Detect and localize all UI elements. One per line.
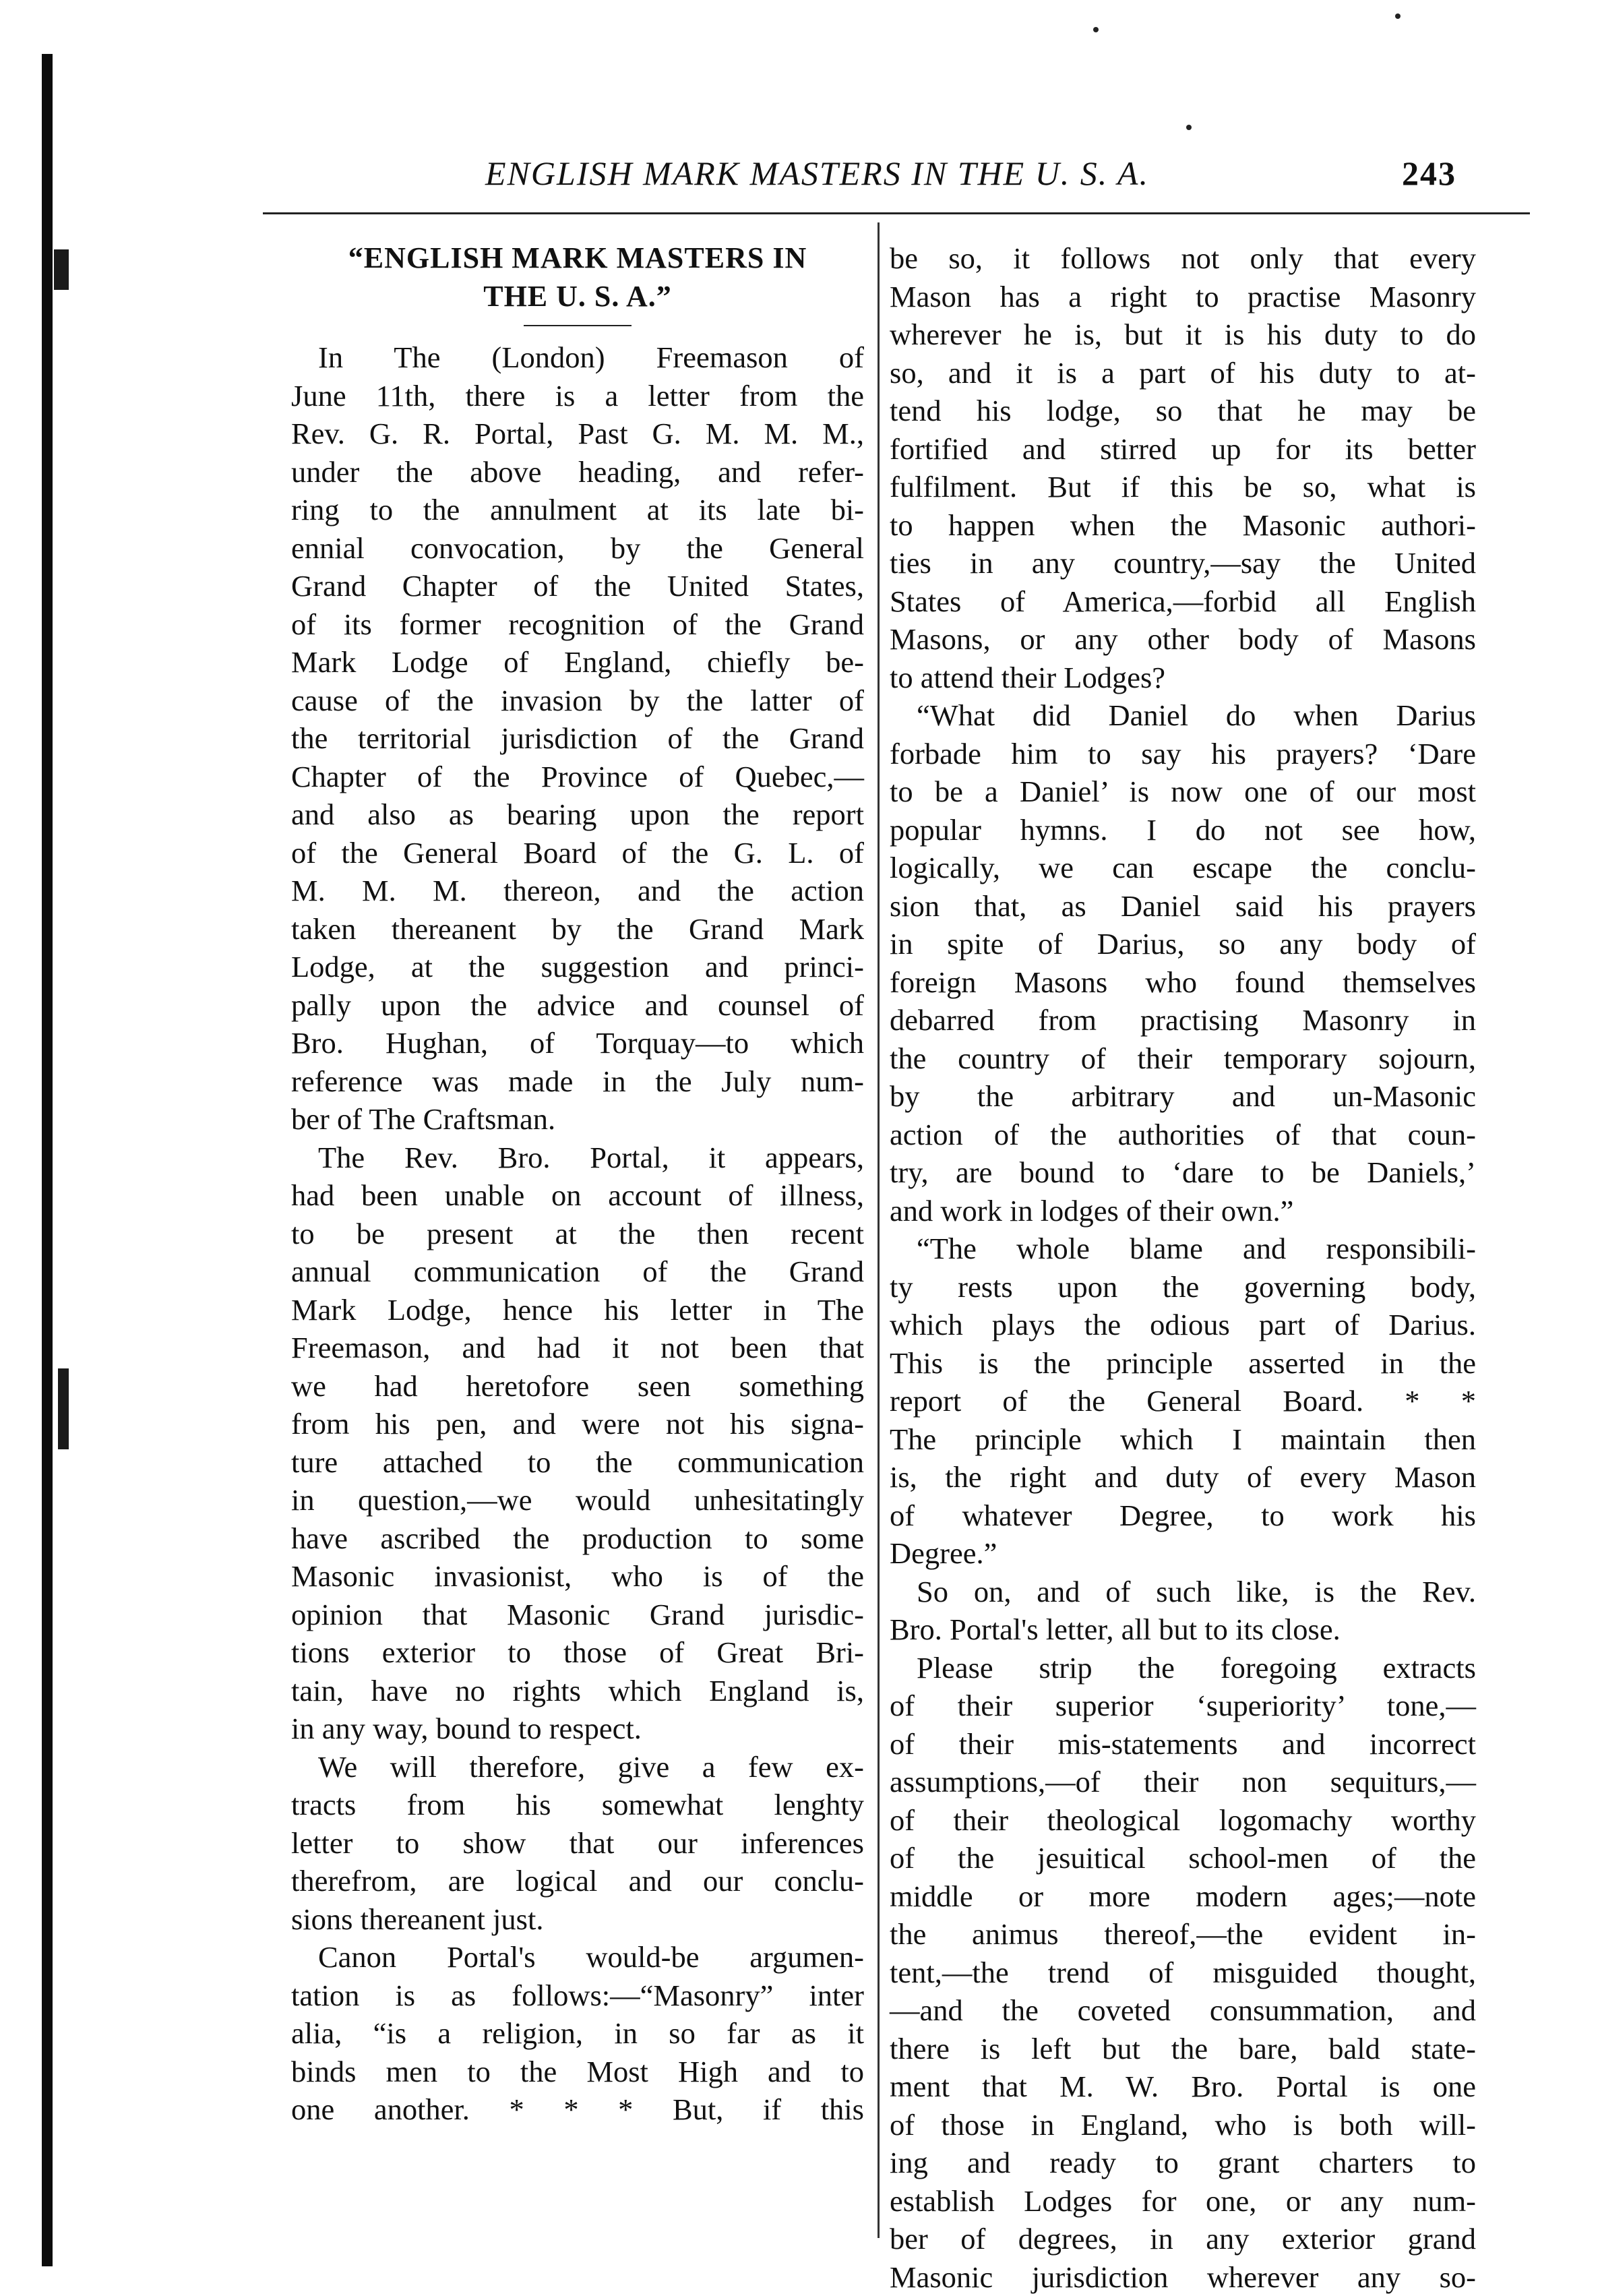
text-line: had been unable on account of illness, — [291, 1176, 864, 1215]
text-line: In The (London) Freemason of — [291, 338, 864, 377]
text-line: of their theological logomachy worthy — [890, 1801, 1476, 1840]
text-line: we had heretofore seen something — [291, 1367, 864, 1406]
text-line: ture attached to the communication — [291, 1443, 864, 1482]
text-line: ties in any country,—say the United — [890, 544, 1476, 582]
text-line: assumptions,—of their non sequiturs,— — [890, 1763, 1476, 1801]
text-line: M. M. M. thereon, and the action — [291, 872, 864, 910]
text-line: and also as bearing upon the report — [291, 795, 864, 834]
text-line: the country of their temporary sojourn, — [890, 1039, 1476, 1078]
text-line: opinion that Masonic Grand jurisdic- — [291, 1596, 864, 1634]
text-line: report of the General Board. * * — [890, 1382, 1476, 1420]
text-line: to happen when the Masonic authori- — [890, 506, 1476, 545]
text-line: Freemason, and had it not been that — [291, 1329, 864, 1367]
text-line: Please strip the foregoing extracts — [890, 1649, 1476, 1687]
text-line: of their superior ‘superiority’ tone,— — [890, 1687, 1476, 1725]
headline-rule — [524, 325, 632, 326]
text-line: tions exterior to those of Great Bri- — [291, 1633, 864, 1672]
text-line: under the above heading, and refer- — [291, 453, 864, 491]
text-line: is, the right and duty of every Mason — [890, 1458, 1476, 1497]
stray-dot — [1093, 27, 1099, 32]
text-line: States of America,—forbid all English — [890, 582, 1476, 621]
text-line: June 11th, there is a letter from the — [291, 377, 864, 415]
text-line: Chapter of the Province of Quebec,— — [291, 758, 864, 796]
text-line: ty rests upon the governing body, — [890, 1268, 1476, 1306]
text-line: reference was made in the July num- — [291, 1062, 864, 1101]
text-line: Lodge, at the suggestion and princi- — [291, 948, 864, 986]
text-line: Bro. Hughan, of Torquay—to which — [291, 1024, 864, 1062]
scan-edge-shadow — [42, 54, 53, 2266]
text-line: which plays the odious part of Darius. — [890, 1306, 1476, 1344]
text-line: fortified and stirred up for its better — [890, 430, 1476, 469]
text-line: ment that M. W. Bro. Portal is one — [890, 2067, 1476, 2106]
text-line: The principle which I maintain then — [890, 1420, 1476, 1459]
text-line: wherever he is, but it is his duty to do — [890, 315, 1476, 354]
text-line: sion that, as Daniel said his prayers — [890, 887, 1476, 926]
text-line: Masonic jurisdiction wherever any so- — [890, 2258, 1476, 2296]
text-line: foreign Masons who found themselves — [890, 963, 1476, 1002]
text-line: ing and ready to grant charters to — [890, 2144, 1476, 2182]
text-line: action of the authorities of that coun- — [890, 1116, 1476, 1154]
text-line: of whatever Degree, to work his — [890, 1497, 1476, 1535]
text-line: therefrom, are logical and our conclu- — [291, 1862, 864, 1900]
text-line: We will therefore, give a few ex- — [291, 1748, 864, 1786]
text-line: of its former recognition of the Grand — [291, 605, 864, 644]
text-line: sions thereanent just. — [291, 1900, 864, 1939]
text-line: have ascribed the production to some — [291, 1519, 864, 1558]
text-line: ring to the annulment at its late bi- — [291, 491, 864, 529]
text-line: tain, have no rights which England is, — [291, 1672, 864, 1710]
text-line: ennial convocation, by the General — [291, 529, 864, 568]
text-line: “The whole blame and responsibili- — [890, 1230, 1476, 1268]
article-headline-line-1: “ENGLISH MARK MASTERS IN — [291, 239, 864, 278]
text-line: so, and it is a part of his duty to at- — [890, 354, 1476, 392]
text-line: Masonic invasionist, who is of the — [291, 1557, 864, 1596]
text-line: one another. * * * But, if this — [291, 2090, 864, 2129]
running-head-title: ENGLISH MARK MASTERS IN THE U. S. A. — [485, 154, 1149, 193]
text-line: in question,—we would unhesitatingly — [291, 1481, 864, 1519]
text-line: taken thereanent by the Grand Mark — [291, 910, 864, 948]
text-line: to be present at the then recent — [291, 1215, 864, 1253]
text-line: This is the principle asserted in the — [890, 1344, 1476, 1383]
left-column — [291, 239, 864, 2129]
text-line: tend his lodge, so that he may be — [890, 392, 1476, 430]
text-line: to attend their Lodges? — [890, 659, 1476, 697]
text-line: from his pen, and were not his signa- — [291, 1405, 864, 1443]
text-line: Canon Portal's would-be argumen- — [291, 1938, 864, 1976]
text-line: Mark Lodge, hence his letter in The — [291, 1291, 864, 1329]
text-line: the territorial jurisdiction of the Grand — [291, 719, 864, 758]
text-line: annual communication of the Grand — [291, 1252, 864, 1291]
stray-dot — [1395, 13, 1401, 19]
text-line: Bro. Portal's letter, all but to its close. — [890, 1610, 1476, 1649]
text-line: binds men to the Most High and to — [291, 2053, 864, 2091]
text-line: popular hymns. I do not see how, — [890, 811, 1476, 849]
text-line: pally upon the advice and counsel of — [291, 986, 864, 1025]
text-line: letter to show that our inferences — [291, 1824, 864, 1863]
column-rule — [878, 222, 880, 2238]
text-line: of those in England, who is both will- — [890, 2106, 1476, 2144]
article-headline-line-2: THE U. S. A.” — [291, 278, 864, 316]
text-line: middle or more modern ages;—note — [890, 1877, 1476, 1916]
text-line: forbade him to say his prayers? ‘Dare — [890, 735, 1476, 773]
text-line: try, are bound to ‘dare to be Daniels,’ — [890, 1153, 1476, 1192]
margin-ink-mark-top — [54, 249, 69, 290]
text-line: cause of the invasion by the latter of — [291, 682, 864, 720]
text-line: in any way, bound to respect. — [291, 1710, 864, 1748]
text-line: tracts from his somewhat lenghty — [291, 1786, 864, 1824]
text-line: tent,—the trend of misguided thought, — [890, 1954, 1476, 1992]
margin-ink-mark-lower — [58, 1368, 69, 1449]
text-line: Mark Lodge of England, chiefly be- — [291, 643, 864, 682]
text-line: be so, it follows not only that every — [890, 239, 1476, 278]
text-line: logically, we can escape the conclu- — [890, 849, 1476, 887]
text-line: —and the coveted consummation, and — [890, 1991, 1476, 2030]
text-line: of the jesuitical school-men of the — [890, 1839, 1476, 1877]
text-line: “What did Daniel do when Darius — [890, 696, 1476, 735]
text-line: alia, “is a religion, in so far as it — [291, 2014, 864, 2053]
text-line: and work in lodges of their own.” — [890, 1192, 1476, 1230]
text-line: debarred from practising Masonry in — [890, 1001, 1476, 1039]
header-rule — [263, 212, 1530, 214]
text-line: Rev. G. R. Portal, Past G. M. M. M., — [291, 415, 864, 453]
text-line: fulfilment. But if this be so, what is — [890, 468, 1476, 506]
text-line: Degree.” — [890, 1534, 1476, 1573]
text-line: tation is as follows:—“Masonry” inter — [291, 1976, 864, 2015]
text-line: by the arbitrary and un-Masonic — [890, 1077, 1476, 1116]
text-line: Masons, or any other body of Masons — [890, 620, 1476, 659]
text-line: ber of The Craftsman. — [291, 1100, 864, 1139]
text-line: to be a Daniel’ is now one of our most — [890, 773, 1476, 811]
page-number: 243 — [1402, 154, 1456, 193]
right-column — [890, 239, 1476, 2296]
text-line: The Rev. Bro. Portal, it appears, — [291, 1139, 864, 1177]
text-line: of the General Board of the G. L. of — [291, 834, 864, 872]
text-line: Grand Chapter of the United States, — [291, 567, 864, 605]
text-line: in spite of Darius, so any body of — [890, 925, 1476, 963]
text-line: So on, and of such like, is the Rev. — [890, 1573, 1476, 1611]
text-line: there is left but the bare, bald state- — [890, 2030, 1476, 2068]
text-line: establish Lodges for one, or any num- — [890, 2182, 1476, 2221]
text-line: the animus thereof,—the evident in- — [890, 1915, 1476, 1954]
text-line: Mason has a right to practise Masonry — [890, 278, 1476, 316]
text-line: ber of degrees, in any exterior grand — [890, 2220, 1476, 2258]
stray-dot — [1186, 125, 1192, 130]
text-line: of their mis-statements and incorrect — [890, 1725, 1476, 1763]
